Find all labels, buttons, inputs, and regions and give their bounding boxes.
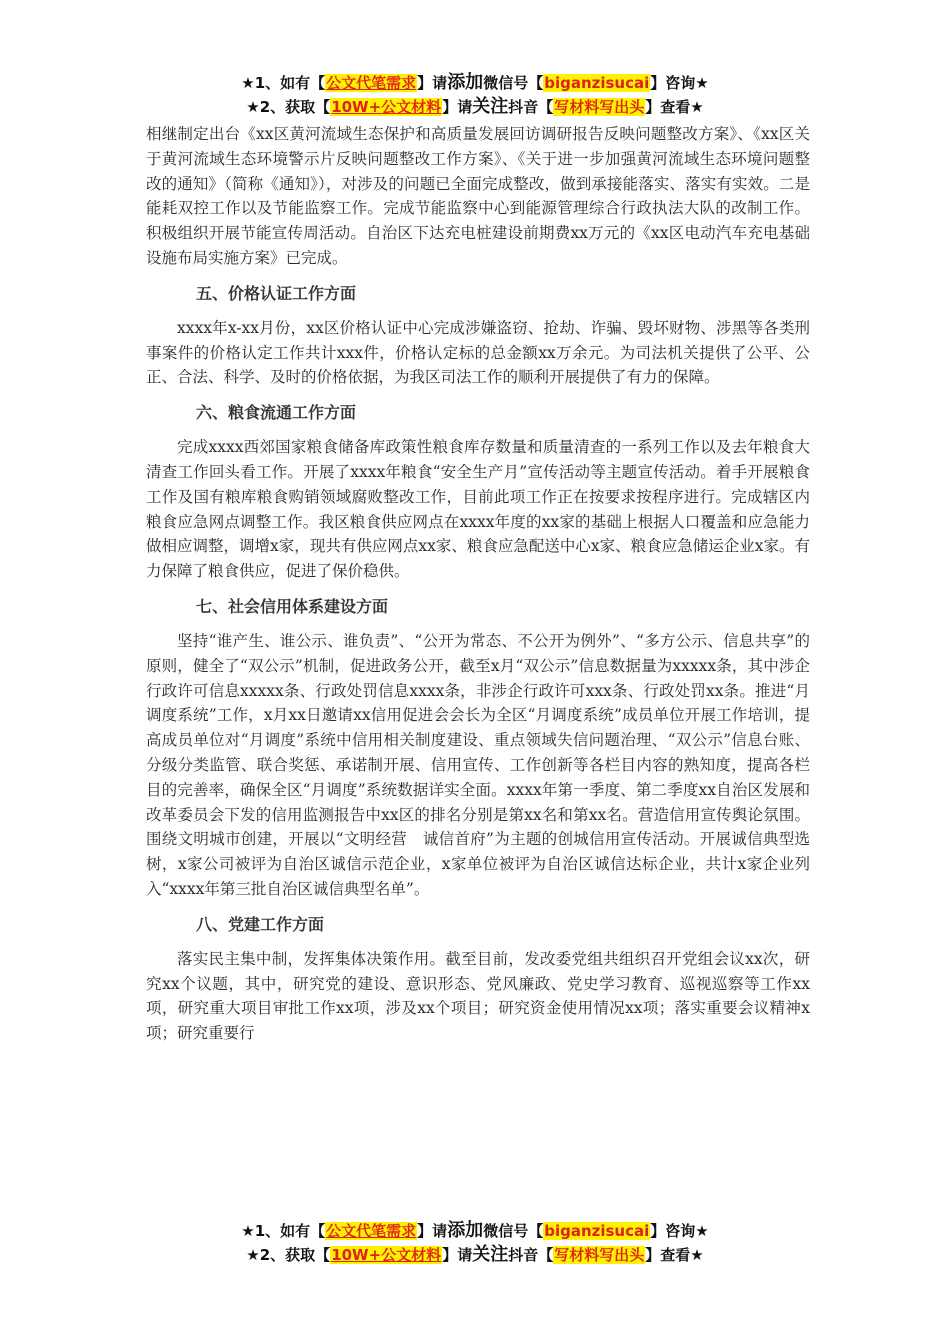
promo-line-1 [0,1219,950,1243]
promo-highlight-materials: 10W+公文材料 [331,1246,442,1264]
promo-highlight-service: 公文代笔需求 [326,1222,417,1240]
promo-highlight-douyin-id: 写材料写出头 [554,1246,645,1264]
promo-line-1 [0,71,950,95]
promo-text: ★1、如有【 [241,1222,326,1240]
promo-highlight-douyin-id: 写材料写出头 [554,98,645,116]
promo-banner-top [0,71,950,119]
promo-highlight-wechat-id: biganzisucai [544,74,650,92]
promo-text: ★1、如有【 [241,74,326,92]
promo-text: 】查看★ [645,98,704,116]
promo-text: 】请 [442,98,473,116]
promo-emphasis: 添加 [447,72,484,93]
paragraph-grain-circulation: 完成xxxx西郊国家粮食储备库政策性粮食库存数量和质量清查的一系列工作以及去年粮食大清查工作回头看工作。开展了xxxx年粮食“安全生产月”宣传活动等主题宣传活动。着手开展粮食工作及国有粮库粮食购销领域腐败整改工作，目前此项工作正在按要求按程序进行。完成辖区内粮食应急网点调整工作。我区粮食供应网点在xxxx年度的xx家的基础上根据人口覆盖和应急能力做相应调整，调增x家，现共有供应网点xx家、粮食应急配送中心x家、粮食应急储运企业x家。有力保障了粮食供应，促进了保价稳供。 [146,438,810,581]
section-heading-price-certification: 五、价格认证工作方面 [196,283,357,303]
promo-text: 】请 [417,1222,448,1240]
promo-emphasis: 关注 [472,1244,509,1265]
promo-line-2 [0,95,950,119]
promo-text: ★2、获取【 [246,98,331,116]
promo-emphasis: 添加 [447,1220,484,1241]
promo-text: 】咨询★ [650,1222,709,1240]
promo-text: 抖音【 [508,1246,554,1264]
section-heading-grain-circulation: 六、粮食流通工作方面 [196,403,357,423]
promo-emphasis: 关注 [472,96,509,117]
section-heading-social-credit: 七、社会信用体系建设方面 [196,596,389,616]
promo-text: 微信号【 [483,1222,544,1240]
promo-line-2 [0,1243,950,1267]
promo-banner-bottom [0,1219,950,1267]
promo-text: 抖音【 [508,98,554,116]
promo-text: ★2、获取【 [246,1246,331,1264]
promo-text: 】查看★ [645,1246,704,1264]
promo-text: 】咨询★ [650,74,709,92]
promo-text: 】请 [417,74,448,92]
promo-highlight-wechat-id: biganzisucai [544,1222,650,1240]
promo-text: 】请 [442,1246,473,1264]
paragraph-party-building: 落实民主集中制，发挥集体决策作用。截至目前，发改委党组共组织召开党组会议xx次，研究xx个议题，其中，研究党的建设、意识形态、党风廉政、党史学习教育、巡视巡察等工作xx项，研究重大项目审批工作xx项，涉及xx个项目；研究资金使用情况xx项；落实重要会议精神x项；研究重要行 [146,949,810,1043]
document-body [146,122,810,1046]
section-heading-party-building: 八、党建工作方面 [196,914,325,934]
paragraph-intro: 相继制定出台《xx区黄河流域生态保护和高质量发展回访调研报告反映问题整改方案》、《xx区关于黄河流域生态环境警示片反映问题整改工作方案》、《关于进一步加强黄河流域生态环境问题整改的通知》（简称《通知》），对涉及的问题已全面完成整改，做到承接能落实、落实有实效。二是能耗双控工作以及节能监察工作。完成节能监察中心到能源管理综合行政执法大队的改制工作。积极组织开展节能宣传周活动。自治区下达充电桩建设前期费xx万元的《xx区电动汽车充电基础设施布局实施方案》已完成。 [146,125,810,267]
promo-text: 微信号【 [483,74,544,92]
promo-highlight-materials: 10W+公文材料 [331,98,442,116]
promo-highlight-service: 公文代笔需求 [326,74,417,92]
paragraph-social-credit: 坚持“谁产生、谁公示、谁负责”、“公开为常态、不公开为例外”、“多方公示、信息共享”的原则，健全了“双公示”机制，促进政务公开，截至x月“双公示”信息数据量为xxxxx条，其中涉企行政许可信息xxxxx条、行政处罚信息xxxx条，非涉企行政许可xxx条、行政处罚xx条。推进“月调度系统”工作，x月xx日邀请xx信用促进会会长为全区“月调度系统”成员单位开展工作培训，提高成员单位对“月调度”系统中信用相关制度建设、重点领域失信问题治理、“双公示”信息台账、分级分类监管、联合奖惩、承诺制开展、信用宣传、工作创新等各栏目内容的熟知度，提高各栏目的完善率，确保全区“月调度”系统数据详实全面。xxxx年第一季度、第二季度xx自治区发展和改革委员会下发的信用监测报告中xx区的排名分别是第xx名和第xx名。营造信用宣传舆论氛围。围绕文明城市创建，开展以“文明经营 诚信首府”为主题的创城信用宣传活动。开展诚信典型选树，x家公司被评为自治区诚信示范企业，x家单位被评为自治区诚信达标企业，共计x家企业列入“xxxx年第三批自治区诚信典型名单”。 [146,631,810,898]
paragraph-price-certification: xxxx年x-xx月份，xx区价格认证中心完成涉嫌盗窃、抢劫、诈骗、毁坏财物、涉黑等各类刑事案件的价格认定工作共计xxx件，价格认定标的总金额xx万余元。为司法机关提供了公平、公正、合法、科学、及时的价格依据，为我区司法工作的顺利开展提供了有力的保障。 [146,318,810,387]
